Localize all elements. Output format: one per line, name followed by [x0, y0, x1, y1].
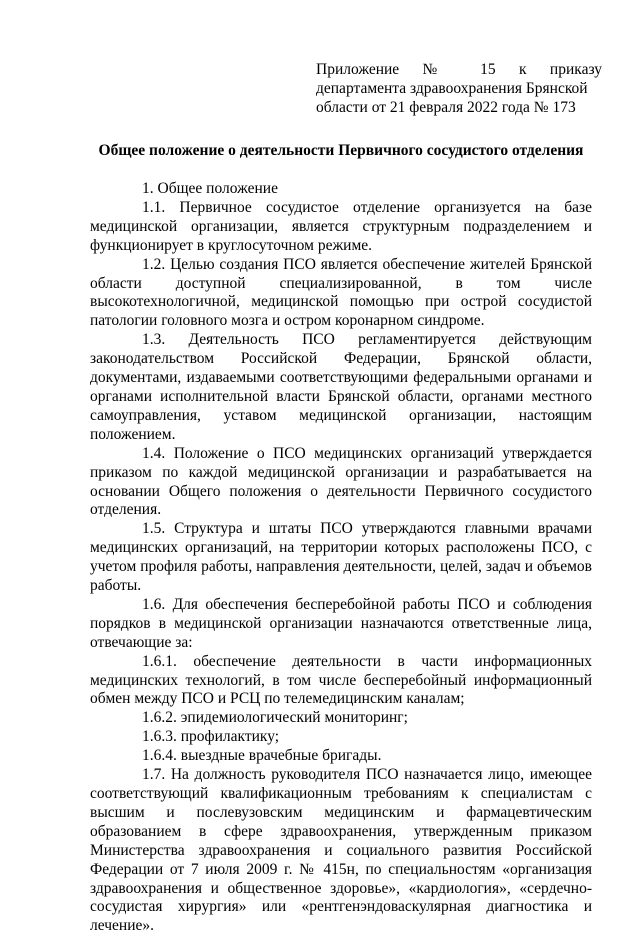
- paragraph-1-6-3: 1.6.3. профилактику;: [142, 728, 280, 746]
- document-title: Общее положение о деятельности Первичного сосудистого отделения: [98, 142, 584, 159]
- paragraph-1-5: 1.5. Структура и штаты ПСО утверждаются главными врачами медицинских организаций, на территории которых расположены ПСО, с учетом профиля работы, направления деятельности, целей, задач и объемов работы.: [90, 520, 592, 595]
- paragraph-1-1: 1.1. Первичное сосудистое отделение организуется на базе медицинской организации, является структурным подразделением и функционирует в круглосуточном режиме.: [90, 198, 592, 254]
- appendix-line-3: области от 21 февраля 2022 года № 173: [316, 99, 576, 116]
- appendix-line-2: департамента здравоохранения Брянской: [316, 80, 588, 97]
- section-heading: 1. Общее положение: [142, 180, 278, 197]
- paragraph-1-6-1: 1.6.1. обеспечение деятельности в части информационных медицинских технологий, в том числе бесперебойный информационный обмен между ПСО и РСЦ по телемедицинским каналам;: [90, 652, 592, 708]
- document-body: [90, 180, 592, 936]
- paragraph-1-4: 1.4. Положение о ПСО медицинских организаций утверждается приказом по каждой медицинской организации и разрабатывается на основании Общего положения о деятельности Первичного сосудистого отделения.: [90, 444, 592, 519]
- paragraph-1-6-4: 1.6.4. выездные врачебные бригады.: [142, 747, 382, 765]
- paragraph-1-6-2: 1.6.2. эпидемиологический мониторинг;: [142, 709, 408, 727]
- paragraph-1-2: 1.2. Целью создания ПСО является обеспечение жителей Брянской области доступной специализированной, в том числе высокотехнологичной, медицинской помощью при острой сосудистой патологии головного мозга и остром коронарном синдроме.: [90, 255, 592, 330]
- paragraph-1-3: 1.3. Деятельность ПСО регламентируется действующим законодательством Российской Федерации, Брянской области, документами, издаваемыми соответствующими федеральными органами и органами исполнительной власти Брянской области, органами местного самоуправления, уставом медицинской организации, настоящим положением.: [90, 331, 592, 443]
- appendix-header: [316, 60, 602, 117]
- paragraph-1-7: 1.7. На должность руководителя ПСО назначается лицо, имеющее соответствующий квалификационным требованиям к специалистам с высшим и послевузовским медицинским и фармацевтическим образованием в сфере здравоохранения, утвержденным приказом Министерства здравоохранения и социального развития Российской Федерации от 7 июля 2009 г. № 415н, по специальностям «организация здравоохранения и общественное здоровье», «кардиология», «сердечно-сосудистая хирургия» или «рентгенэндоваскулярная диагностика и лечение».: [90, 766, 592, 935]
- appendix-line-1: Приложение № 15 к приказу: [316, 61, 602, 78]
- paragraph-1-6: 1.6. Для обеспечения бесперебойной работы ПСО и соблюдения порядков в медицинской организации назначаются ответственные лица, отвечающие за:: [90, 595, 592, 651]
